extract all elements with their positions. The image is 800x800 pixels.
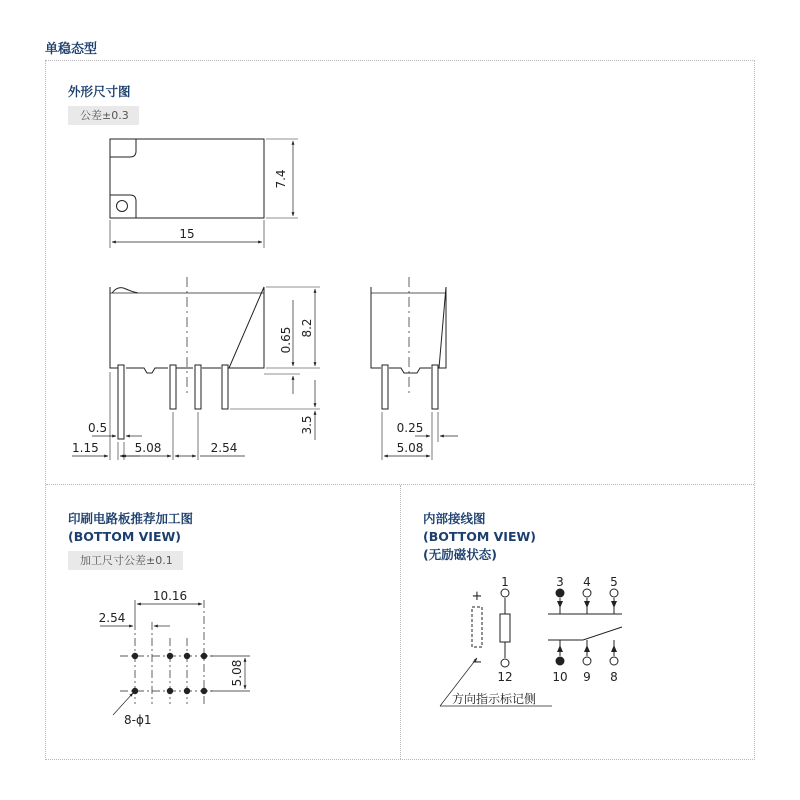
dim-pcb-pitch: 2.54 bbox=[98, 611, 126, 625]
dim-height-top: 7.4 bbox=[274, 169, 288, 189]
dim-pin-length: 3.5 bbox=[300, 415, 314, 435]
dim-length: 15 bbox=[179, 227, 195, 241]
wiring-section-title: 内部接线图 bbox=[423, 511, 486, 526]
pcb-hole bbox=[132, 653, 138, 659]
dim-pin-offset: 1.15 bbox=[72, 441, 99, 455]
dim-end-pin-width: 0.25 bbox=[396, 421, 424, 435]
side-pin-3 bbox=[195, 365, 201, 409]
wiring-state-label: (无励磁状态) bbox=[423, 547, 497, 562]
wiring-section-subtitle: (BOTTOM VIEW) bbox=[423, 529, 536, 544]
pcb-holes bbox=[132, 653, 207, 694]
pin-label-1: 1 bbox=[501, 575, 509, 589]
dim-pcb-total: 10.16 bbox=[152, 589, 188, 603]
side-pin-4 bbox=[222, 365, 228, 409]
pcb-hole bbox=[201, 688, 207, 694]
outline-section-title: 外形尺寸图 bbox=[68, 84, 131, 99]
side-pin-1 bbox=[118, 365, 124, 439]
switch-contact bbox=[583, 627, 622, 640]
dim-pin-pitch-a: 5.08 bbox=[134, 441, 162, 455]
pin-5-icon bbox=[610, 589, 618, 597]
pin-12-icon bbox=[501, 659, 509, 667]
dim-pin-width: 0.5 bbox=[88, 421, 108, 435]
pcb-hole bbox=[132, 688, 138, 694]
outline-tolerance-badge: 公差±0.3 bbox=[68, 106, 139, 125]
pin-label-4: 4 bbox=[583, 575, 591, 589]
coil-plus-label: + bbox=[471, 589, 483, 604]
pin-9-icon bbox=[583, 657, 591, 665]
dim-pin-pitch-b: 2.54 bbox=[210, 441, 238, 455]
side-pin-2 bbox=[170, 365, 176, 409]
pin-label-10: 10 bbox=[552, 670, 568, 684]
pcb-tolerance-badge: 加工尺寸公差±0.1 bbox=[68, 551, 183, 570]
page-title: 单稳态型 bbox=[45, 42, 98, 57]
pin-label-12: 12 bbox=[497, 670, 513, 684]
top-view-corner bbox=[110, 195, 136, 218]
top-view-notch bbox=[110, 139, 136, 157]
pin-8-icon bbox=[610, 657, 618, 665]
end-view-body bbox=[371, 287, 446, 373]
top-view-body bbox=[110, 139, 264, 218]
orientation-mark-icon bbox=[117, 201, 128, 212]
pin-1-icon bbox=[501, 589, 509, 597]
dim-height-side: 8.2 bbox=[300, 318, 314, 338]
pcb-hole bbox=[184, 653, 190, 659]
coil-minus-label: − bbox=[471, 655, 483, 670]
side-view-drawing bbox=[72, 277, 320, 460]
direction-note: 方向指示标记侧 bbox=[452, 692, 537, 706]
dim-pcb-row-spacing: 5.08 bbox=[230, 659, 244, 687]
pin-label-9: 9 bbox=[583, 670, 591, 684]
pin-label-5: 5 bbox=[610, 575, 618, 589]
dim-gap: 0.65 bbox=[279, 326, 293, 354]
pcb-hole bbox=[201, 653, 207, 659]
coil-icon bbox=[500, 614, 510, 642]
dim-end-width: 5.08 bbox=[396, 441, 424, 455]
pin-10-icon bbox=[556, 657, 564, 665]
pin-3-icon bbox=[556, 589, 564, 597]
top-view-drawing bbox=[110, 139, 298, 248]
side-view-latch bbox=[112, 288, 138, 293]
end-pin-right bbox=[432, 365, 438, 409]
pcb-holes-label: 8-ϕ1 bbox=[124, 713, 152, 727]
pcb-section-title: 印刷电路板推荐加工图 bbox=[68, 511, 194, 526]
wiring-drawing bbox=[440, 589, 622, 706]
end-pin-left bbox=[382, 365, 388, 409]
pcb-section-subtitle: (BOTTOM VIEW) bbox=[68, 529, 181, 544]
pin-label-3: 3 bbox=[556, 575, 564, 589]
pcb-hole bbox=[167, 688, 173, 694]
direction-mark-outline bbox=[472, 607, 482, 647]
pin-4-icon bbox=[583, 589, 591, 597]
pcb-hole bbox=[184, 688, 190, 694]
pin-label-8: 8 bbox=[610, 670, 618, 684]
pcb-hole bbox=[167, 653, 173, 659]
